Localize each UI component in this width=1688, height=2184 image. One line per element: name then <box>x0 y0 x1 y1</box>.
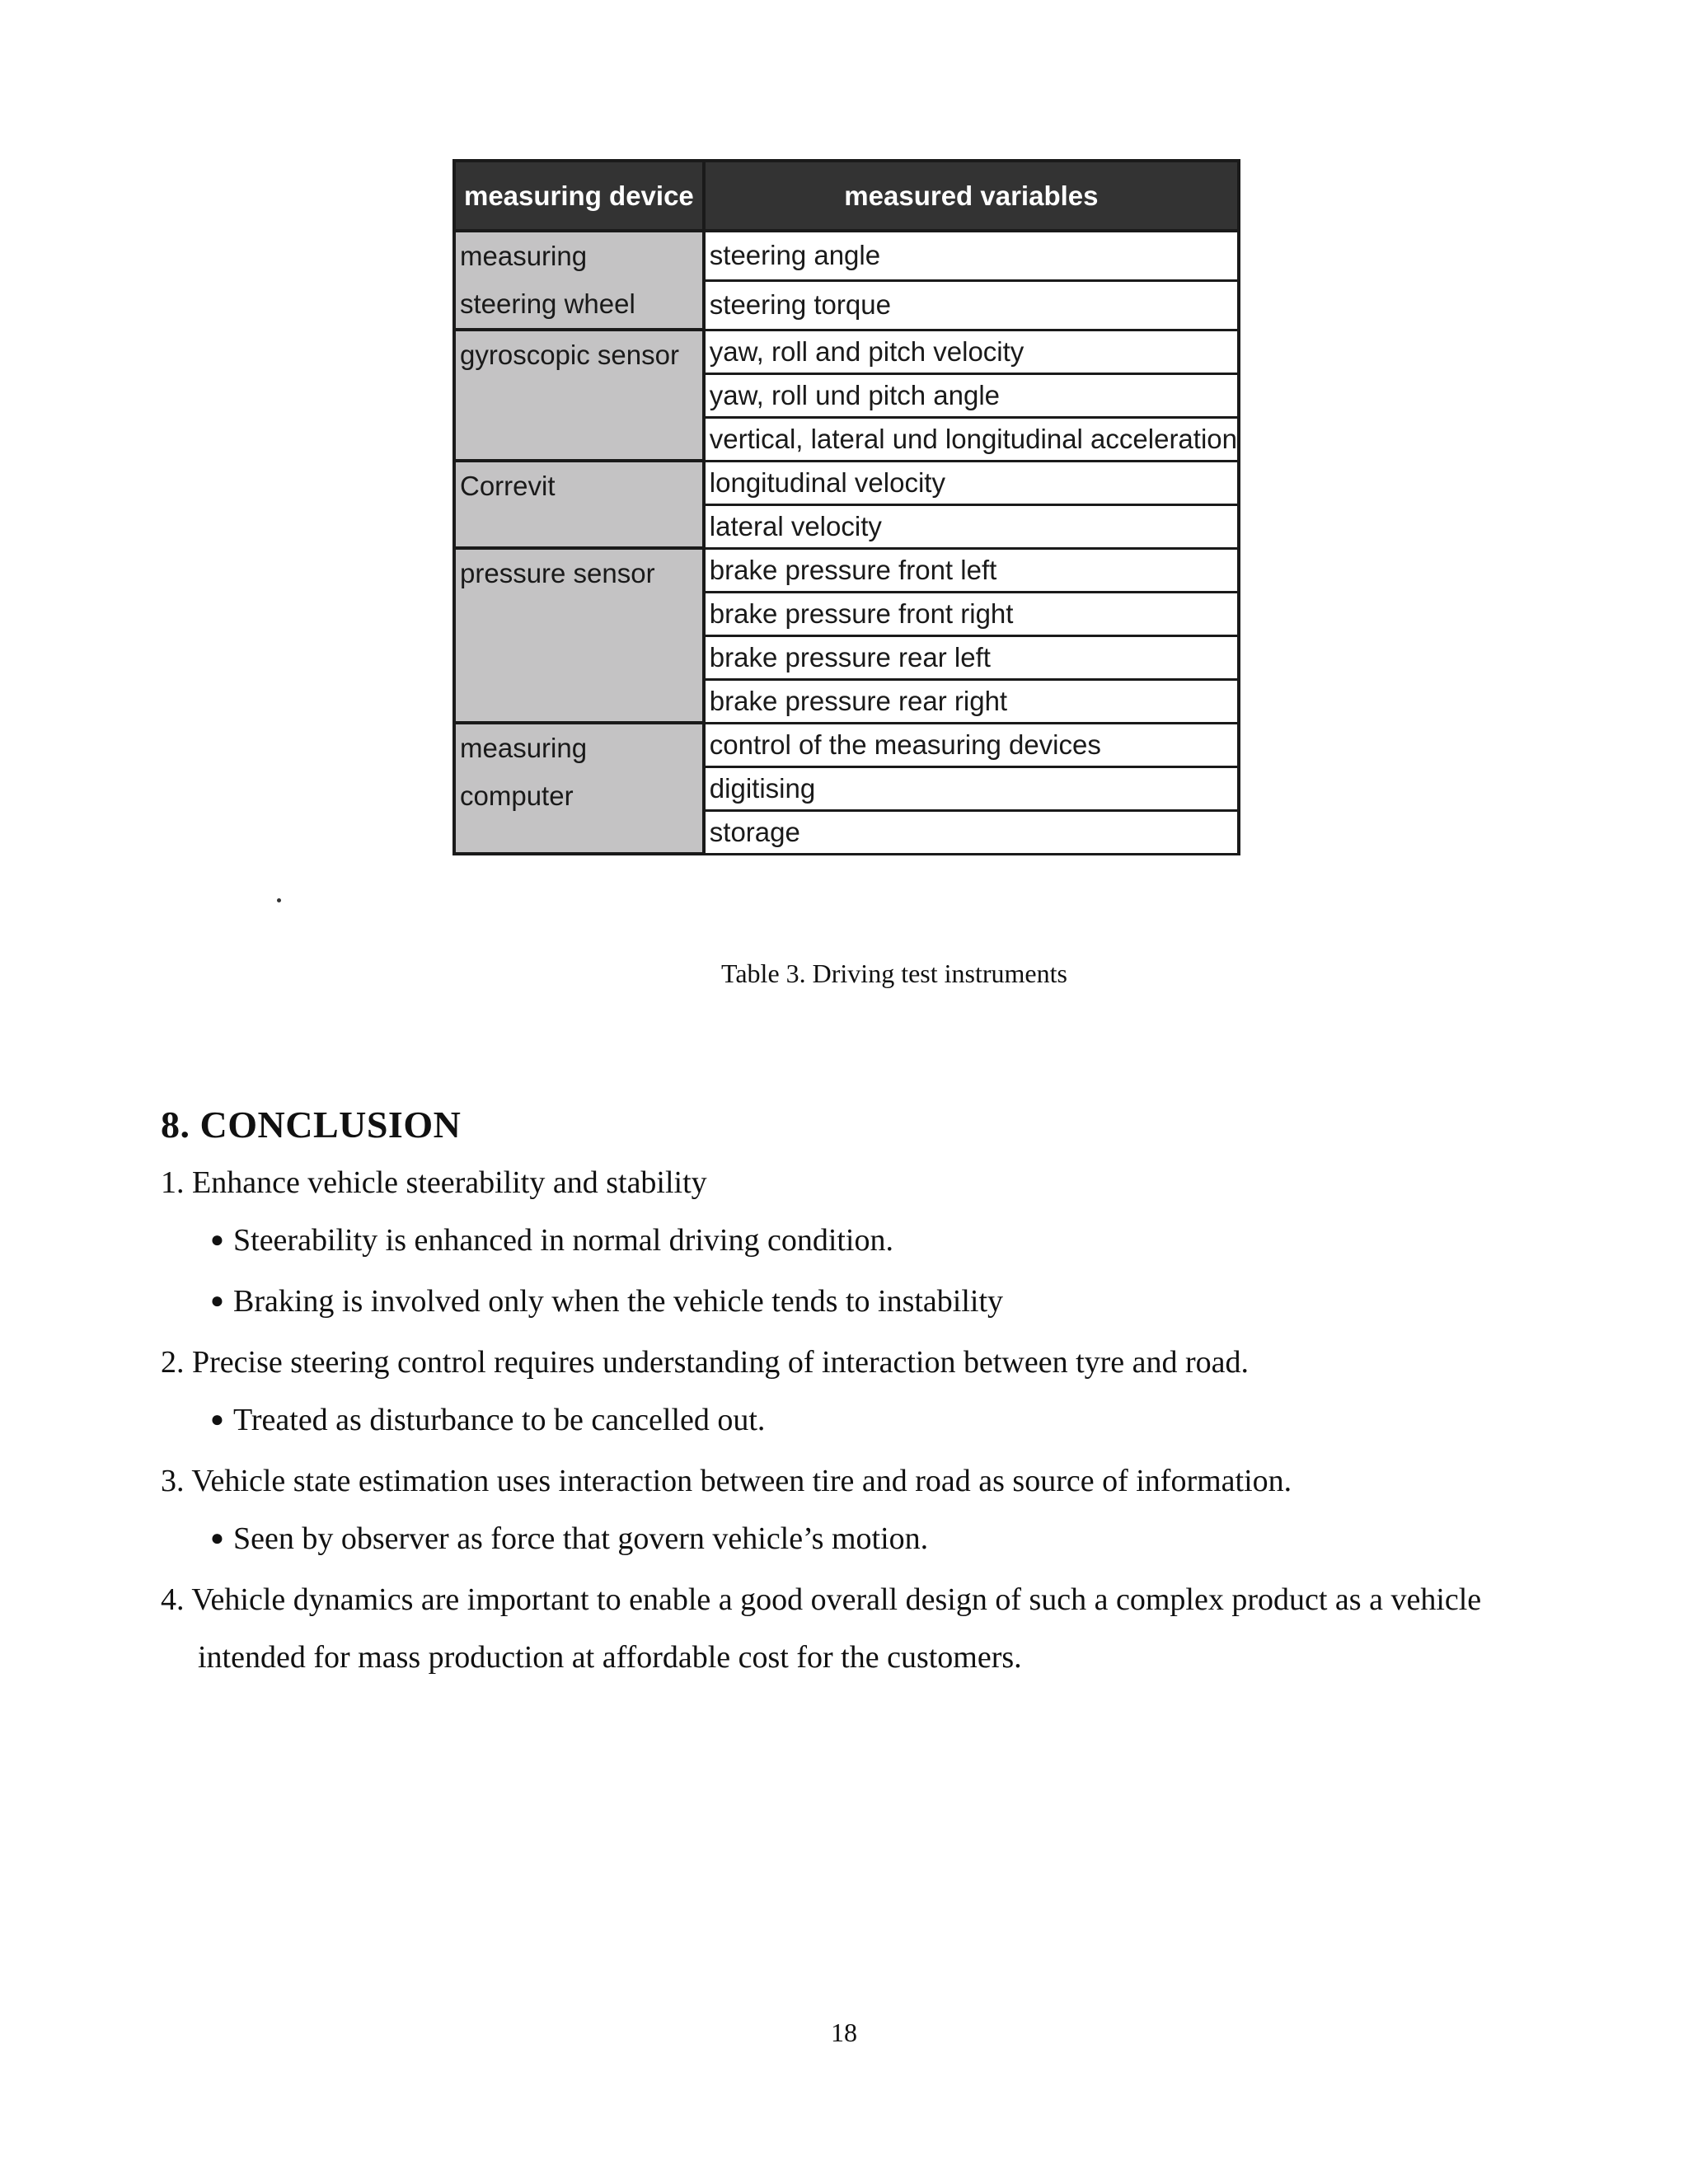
variable-cell: steering torque <box>704 280 1239 330</box>
device-label: pressure sensor <box>460 558 655 588</box>
device-cell <box>454 723 704 854</box>
conclusion-point: 3. Vehicle state estimation uses interaction between tire and road as source of information. <box>161 1464 1292 1498</box>
bullet-text: Seen by observer as force that govern vehicle’s motion. <box>233 1521 929 1556</box>
section-heading: 8. CONCLUSION <box>161 1104 462 1146</box>
bullet-icon: ● <box>210 1227 224 1253</box>
table-row <box>454 330 1239 373</box>
variable-cell: control of the measuring devices <box>704 723 1239 766</box>
variable-cell: digitising <box>704 766 1239 810</box>
device-label: Correvit <box>460 471 556 501</box>
device-label: measuring <box>460 241 588 271</box>
bullet-item <box>210 1403 1545 1441</box>
bullet-item <box>210 1521 1545 1559</box>
device-label: steering wheel <box>460 288 635 319</box>
variable-cell: steering angle <box>704 231 1239 280</box>
device-cell <box>454 548 704 723</box>
conclusion-point: 2. Precise steering control requires understanding of interaction between tyre and road. <box>161 1345 1250 1380</box>
bullet-icon: ● <box>210 1407 224 1432</box>
table-row <box>454 231 1239 280</box>
driving-test-instruments-table <box>452 159 1240 855</box>
device-cell <box>454 330 704 461</box>
device-label: computer <box>460 780 574 811</box>
variable-cell: brake pressure front right <box>704 592 1239 635</box>
device-cell <box>454 461 704 548</box>
variable-cell: yaw, roll und pitch angle <box>704 373 1239 417</box>
bullet-text: Braking is involved only when the vehicle tends to instability <box>233 1284 1004 1319</box>
conclusion-point: 1. Enhance vehicle steerability and stability <box>161 1165 707 1200</box>
variable-cell: yaw, roll and pitch velocity <box>704 330 1239 373</box>
bullet-text: Treated as disturbance to be cancelled out. <box>233 1403 766 1437</box>
variable-cell: longitudinal velocity <box>704 461 1239 504</box>
table-row <box>454 548 1239 592</box>
header-measured-variables: measured variables <box>704 161 1239 231</box>
variable-cell: brake pressure front left <box>704 548 1239 592</box>
table-caption: Table 3. Driving test instruments <box>721 958 1067 988</box>
device-cell <box>454 231 704 330</box>
variable-cell: brake pressure rear left <box>704 635 1239 679</box>
bullet-icon: ● <box>210 1526 224 1551</box>
variable-cell: storage <box>704 810 1239 854</box>
variable-cell: vertical, lateral und longitudinal acceleration <box>704 417 1239 461</box>
conclusion-point: 4. Vehicle dynamics are important to enable a good overall design of such a complex product as a vehicle intended for mass production at affordable cost for the customers. <box>161 1582 1482 1675</box>
bullet-item <box>210 1223 1545 1261</box>
conclusion-list <box>161 1165 1545 1709</box>
bullet-icon: ● <box>210 1288 224 1314</box>
variable-cell: lateral velocity <box>704 504 1239 548</box>
page-number: 18 <box>831 2018 857 2047</box>
table-row <box>454 461 1239 504</box>
bullet-item <box>210 1284 1545 1322</box>
table-body <box>454 231 1239 854</box>
table-row <box>454 723 1239 766</box>
header-measuring-device: measuring device <box>454 161 704 231</box>
device-label: gyroscopic sensor <box>460 340 679 370</box>
variable-cell: brake pressure rear right <box>704 679 1239 723</box>
bullet-text: Steerability is enhanced in normal driving condition. <box>233 1223 893 1258</box>
table-header-row <box>454 161 1239 231</box>
stray-dot <box>277 898 281 902</box>
device-label: measuring <box>460 733 588 763</box>
